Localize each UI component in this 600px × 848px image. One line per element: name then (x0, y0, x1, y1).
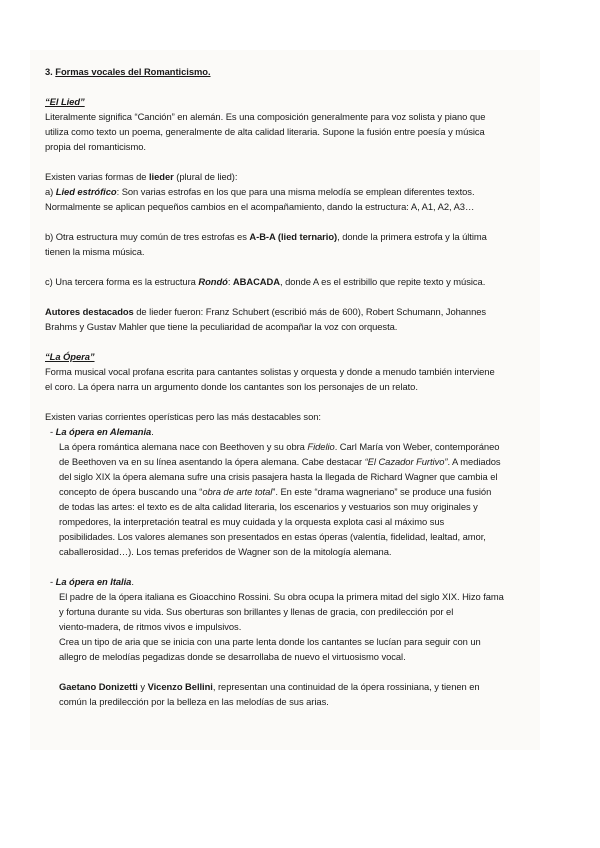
cazador-furtivo-title: “El Cazador Furtivo” (364, 456, 448, 467)
lied-form-b-cont: tienen la misma música. (45, 246, 145, 257)
lied-paragraph-line: propia del romanticismo. (45, 141, 146, 152)
lied-paragraph-line: utiliza como texto un poema, generalmente de alta calidad literaria. Supone la fusión entre poesía y música (45, 126, 485, 137)
opera-paragraph-line: Forma musical vocal profana escrita para cantantes solistas y orquesta y donde a menudo también interviene (45, 366, 495, 377)
opera-alemania-body: La ópera romántica alemana nace con Beethoven y su obra Fidelio. Carl María von Weber, contemporáneo de Beethoven va en su línea asentando la ópera alemana. Cabe destacar “El Cazador Furtivo”. A mediados del siglo XIX la ópera alemana sufre una crisis pasajera hasta la llegada de Richard Wagner que cambia el concepto de ópera buscando una “obra de arte total”. En este “drama wagneriano” se produce una fusión de todas las artes: el texto es de alta calidad literaria, los escenarios y vestuarios son muy originales y rompedores, la interpretación teatral es muy cuidada y la orquesta explota casi al máximo sus posibilidades. Los valores alemanes son presentados en estas óperas (valentía, fidelidad, lealtad, amor, caballerosidad…). Los temas preferidos de Wagner son de la mitología alemana. (59, 441, 501, 557)
section-heading-title: Formas vocales del Romanticismo. (55, 66, 211, 77)
lied-form-c: c) Una tercera forma es la estructura Rondó: ABACADA, donde A es el estribillo que repite texto y música. (45, 276, 486, 287)
lied-form-a-cont: Normalmente se aplican pequeños cambios en el acompañamiento, dando la estructura: A, A1, A2, A3… (45, 201, 475, 212)
obra-arte-total: obra de arte total (202, 486, 273, 497)
authors-term: Autores destacados (45, 306, 134, 317)
opera-currents-intro: Existen varias corrientes operísticas pero las más destacables son: (45, 411, 321, 422)
lied-ternario-term: A-B-A (lied ternario) (249, 231, 338, 242)
lied-authors: Autores destacados de lieder fueron: Franz Schubert (escribió más de 600), Robert Schumann, Johannes (45, 306, 487, 317)
opera-alemania-heading: - La ópera en Alemania. (50, 426, 154, 437)
lied-paragraph-line: Literalmente significa “Canción” en alemán. Es una composición generalmente para voz solista y piano que (45, 111, 486, 122)
fidelio-title: Fidelio (307, 441, 335, 452)
lied-forms-intro: Existen varias formas de lieder (plural de lied): (45, 171, 238, 182)
opera-italia-body: El padre de la ópera italiana es Gioacchino Rossini. Su obra ocupa la primera mitad del siglo XIX. Hizo fama y fortuna durante su vida. Sus oberturas son brillantes y llenas de gracia, con predilección por el viento-madera, de ritmos vivos e impulsivos. Crea un tipo de aria que se inicia con una parte lenta donde los cantantes se lucían para seguir con un allegro de melodías pegadizas donde se desarrollaba de nuevo el virtuosismo vocal. Gaetano Donizetti y Vicenzo Bellini, representan una continuidad de la ópera rossiniana, y tienen en común la predilección por la belleza en las melodías de sus arias. (59, 591, 504, 707)
lied-authors-cont: Brahms y Gustav Mahler que tiene la peculiaridad de acompañar la voz con orquesta. (45, 321, 398, 332)
section-heading: 3. Formas vocales del Romanticismo. (45, 66, 211, 77)
opera-paragraph-line: el coro. La ópera narra un argumento donde los cantantes son los personajes de un relato. (45, 381, 418, 392)
opera-alemania-title: La ópera en Alemania (55, 426, 152, 437)
rondo-term: Rondó (198, 276, 228, 287)
rondo-structure: ABACADA (232, 276, 280, 287)
lied-form-a: a) Lied estrófico: Son varias estrofas en los que para una misma melodía se emplean diferentes textos. (45, 186, 475, 197)
opera-title: “La Ópera” (45, 351, 95, 362)
lied-form-b: b) Otra estructura muy común de tres estrofas es A-B-A (lied ternario), donde la primera estrofa y la última (45, 231, 487, 242)
document-body (45, 64, 540, 709)
bellini-name: Vicenzo Bellini (147, 681, 213, 692)
donizetti-name: Gaetano Donizetti (59, 681, 138, 692)
lied-estrofico-term: Lied estrófico (55, 186, 117, 197)
opera-italia-title: La ópera en Italia (55, 576, 132, 587)
opera-italia-heading: - La ópera en Italia. (50, 576, 134, 587)
lied-title: “El Lied” (45, 96, 85, 107)
